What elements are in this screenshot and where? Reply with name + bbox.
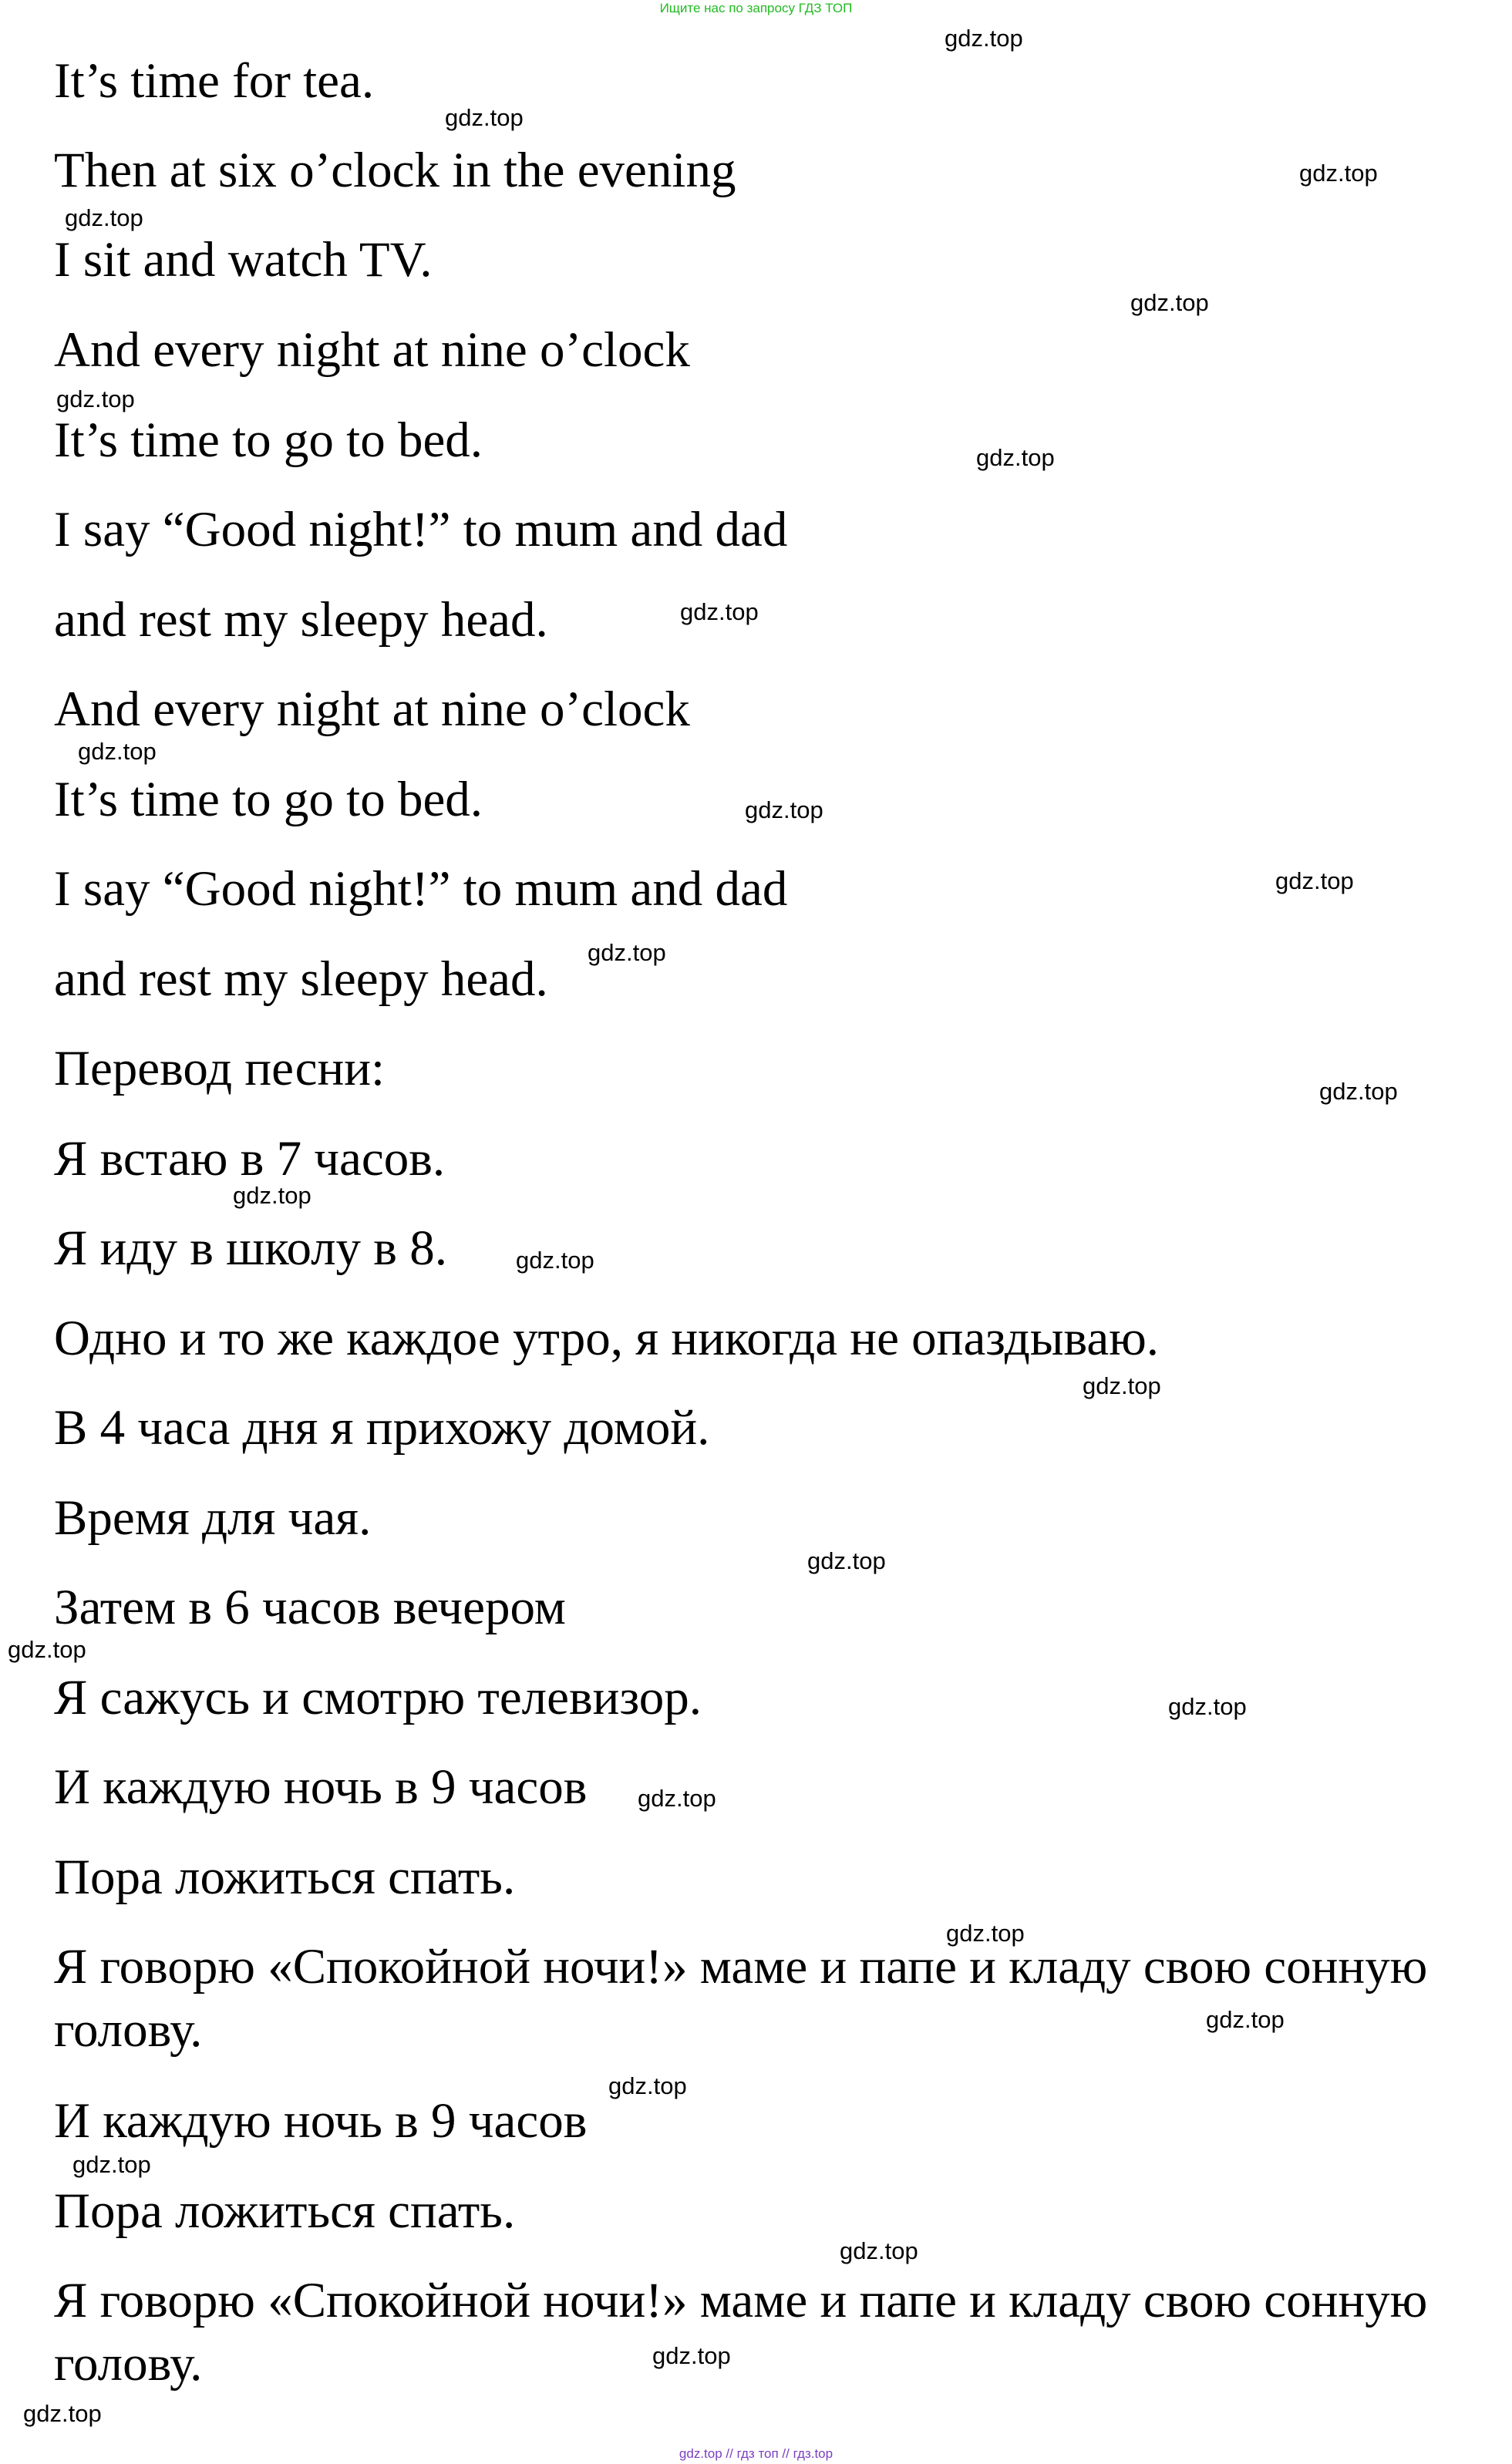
watermark: gdz.top xyxy=(78,738,157,765)
watermark: gdz.top xyxy=(1319,1078,1398,1105)
watermark: gdz.top xyxy=(1275,867,1354,894)
watermark: gdz.top xyxy=(72,2151,151,2178)
watermark: gdz.top xyxy=(1206,2006,1285,2033)
watermark: gdz.top xyxy=(445,104,524,131)
text-line: It’s time for tea. xyxy=(54,53,375,109)
text-line: and rest my sleepy head. xyxy=(54,951,548,1007)
text-line: Перевод песни: xyxy=(54,1041,386,1096)
watermark: gdz.top xyxy=(516,1247,594,1274)
watermark: gdz.top xyxy=(1168,1693,1247,1720)
text-line: Я встаю в 7 часов. xyxy=(54,1131,446,1187)
watermark: gdz.top xyxy=(745,796,823,823)
watermark: gdz.top xyxy=(23,2400,102,2427)
watermark: gdz.top xyxy=(638,1785,716,1812)
text-line: and rest my sleepy head. xyxy=(54,592,548,648)
text-line: Затем в 6 часов вечером xyxy=(54,1580,566,1635)
watermark: gdz.top xyxy=(807,1547,886,1574)
watermark: gdz.top xyxy=(1130,289,1209,316)
footer-links: gdz.top // гдз топ // гдз.top xyxy=(679,2446,833,2461)
watermark: gdz.top xyxy=(8,1636,86,1663)
watermark: gdz.top xyxy=(945,25,1023,52)
watermark: gdz.top xyxy=(840,2237,918,2264)
watermark: gdz.top xyxy=(588,939,666,966)
watermark: gdz.top xyxy=(946,1920,1025,1947)
text-line: And every night at nine o’clock xyxy=(54,322,690,378)
text-line: And every night at nine o’clock xyxy=(54,682,690,737)
watermark: gdz.top xyxy=(233,1182,311,1209)
text-line: I sit and watch TV. xyxy=(54,232,433,288)
watermark: gdz.top xyxy=(680,598,759,625)
text-line: Then at six o’clock in the evening xyxy=(54,143,736,198)
text-line: It’s time to go to bed. xyxy=(54,772,483,827)
text-line: И каждую ночь в 9 часов xyxy=(54,2093,588,2149)
text-line: Время для чая. xyxy=(54,1490,372,1546)
text-line: Я иду в школу в 8. xyxy=(54,1220,448,1276)
text-line: В 4 часа дня я прихожу домой. xyxy=(54,1400,710,1456)
text-line: I say “Good night!” to mum and dad xyxy=(54,861,788,917)
watermark: gdz.top xyxy=(976,444,1055,471)
text-line: I say “Good night!” to mum and dad xyxy=(54,502,788,557)
top-banner: Ищите нас по запросу ГДЗ ТОП xyxy=(659,1,853,15)
text-line: Я говорю «Спокойной ночи!» маме и папе и кладу свою сонную голову. xyxy=(54,2273,1428,2392)
text-line: Одно и то же каждое утро, я никогда не опаздываю. xyxy=(54,1311,1160,1366)
watermark: gdz.top xyxy=(56,385,135,412)
watermark: gdz.top xyxy=(65,204,143,231)
text-line: Пора ложиться спать. xyxy=(54,1850,516,1905)
text-line: It’s time to go to bed. xyxy=(54,412,483,468)
text-line: Я сажусь и смотрю телевизор. xyxy=(54,1670,702,1725)
watermark: gdz.top xyxy=(1083,1372,1161,1399)
watermark: gdz.top xyxy=(608,2072,687,2099)
text-line: Я говорю «Спокойной ночи!» маме и папе и кладу свою сонную голову. xyxy=(54,1939,1428,2058)
text-line: Пора ложиться спать. xyxy=(54,2183,516,2239)
text-line: И каждую ночь в 9 часов xyxy=(54,1759,588,1815)
watermark: gdz.top xyxy=(652,2342,731,2369)
watermark: gdz.top xyxy=(1299,160,1378,187)
